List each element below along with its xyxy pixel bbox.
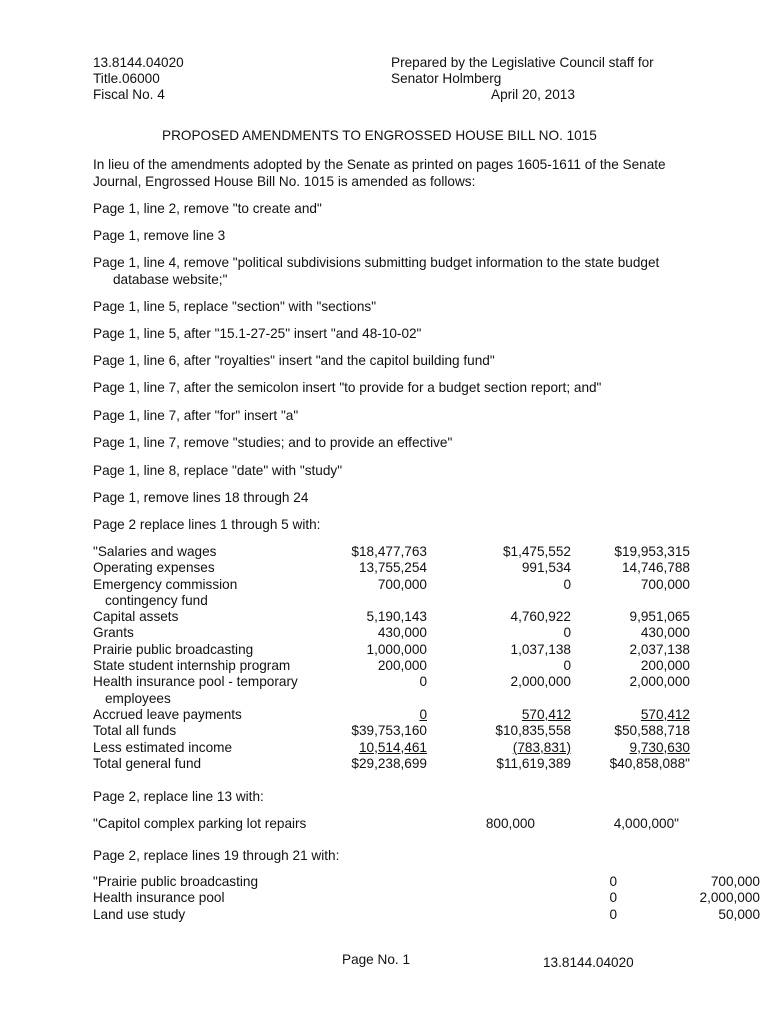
row-label: "Salaries and wages (93, 544, 217, 559)
column-c-value: 2,000,000 (629, 674, 690, 690)
column-c-value: 14,746,788 (621, 560, 690, 576)
table-row (93, 723, 690, 739)
document-title: PROPOSED AMENDMENTS TO ENGROSSED HOUSE BILL NO. 1015 (162, 128, 597, 143)
line13-heading: Page 2, replace line 13 with: (93, 789, 264, 804)
table-row (93, 544, 690, 560)
column-c-value: 2,000,000 (699, 890, 760, 906)
column-c-value: $50,588,718 (614, 723, 690, 739)
column-b-value: (783,831) (512, 739, 571, 755)
column-a-value: $18,477,763 (351, 544, 427, 559)
column-a-value: 5,190,143 (366, 609, 427, 625)
footer-document-id: 13.8144.04020 (543, 955, 634, 970)
amendment-11: Page 1, remove lines 18 through 24 (93, 490, 309, 505)
bill-number: 13.8144.04020 (93, 55, 184, 70)
appropriation-table (93, 544, 690, 772)
column-a-value: 0 (419, 674, 427, 690)
title-number: Title.06000 (93, 71, 160, 86)
column-a-value: 13,755,254 (358, 560, 427, 576)
column-b-value: 1,037,138 (510, 641, 571, 657)
table-row (93, 740, 690, 756)
row-label-continuation: contingency fund (105, 592, 208, 608)
column-b-value: 0 (563, 576, 571, 592)
lines19-heading: Page 2, replace lines 19 through 21 with: (93, 848, 340, 863)
intro-line-2: Journal, Engrossed House Bill No. 1015 is amended as follows: (93, 174, 476, 189)
column-c-value: $40,858,088" (609, 755, 690, 771)
amendment-3-line-1: Page 1, line 4, remove "political subdivisions submitting budget information to the state budget (93, 255, 660, 270)
amendment-2: Page 1, remove line 3 (93, 228, 226, 243)
amendment-9: Page 1, line 7, remove "studies; and to provide an effective" (93, 435, 453, 450)
amendment-1: Page 1, line 2, remove "to create and" (93, 201, 322, 216)
column-b-value: 4,760,922 (510, 609, 571, 625)
column-a-value: 1,000,000 (366, 641, 427, 657)
amendment-10: Page 1, line 8, replace "date" with "study" (93, 463, 343, 478)
row-label: Capital assets (93, 609, 179, 625)
column-c-value: 4,000,000" (613, 816, 679, 831)
column-c-value: 700,000 (640, 576, 690, 592)
prepared-by-block (391, 55, 654, 87)
row-label: Grants (93, 625, 134, 641)
column-c-value: 700,000 (710, 874, 760, 889)
row-label: "Capitol complex parking lot repairs (93, 816, 307, 831)
column-b-value: 800,000 (485, 816, 535, 831)
row-label: Total general fund (93, 755, 202, 771)
column-b-value: 0 (609, 906, 617, 922)
program-table (93, 874, 760, 923)
column-a-value: 10,514,461 (358, 739, 427, 755)
column-c-value: $19,953,315 (614, 544, 690, 559)
column-c-value: 9,951,065 (629, 609, 690, 625)
column-b-value: 991,534 (521, 560, 571, 576)
column-c-value: 2,037,138 (629, 641, 690, 657)
row-label: State student internship program (93, 658, 291, 674)
table-row (93, 816, 679, 832)
column-c-value: 9,730,630 (629, 739, 690, 755)
table-row (93, 642, 690, 658)
intro-paragraph (93, 156, 666, 190)
row-label: "Prairie public broadcasting (93, 874, 259, 889)
amendment-3 (93, 254, 659, 288)
table-row (93, 625, 690, 641)
document-id-block (93, 55, 184, 103)
parking-table (93, 816, 679, 832)
row-label: Emergency commission contingency fund (93, 577, 343, 610)
table-row (93, 874, 760, 890)
column-b-value: 0 (609, 890, 617, 906)
column-b-value: $10,835,558 (495, 723, 571, 739)
document-date: April 20, 2013 (491, 87, 575, 102)
row-label: Prairie public broadcasting (93, 641, 254, 657)
fiscal-number: Fiscal No. 4 (93, 87, 165, 102)
row-label: Health insurance pool - temporary employees (93, 674, 343, 707)
amendment-3-line-2: database website;" (113, 272, 228, 287)
column-b-value: 570,412 (521, 706, 571, 722)
column-c-value: 50,000 (718, 906, 760, 922)
column-b-value: 0 (609, 874, 617, 889)
row-label: Accrued leave payments (93, 706, 242, 722)
column-c-value: 570,412 (640, 706, 690, 722)
table-row (93, 560, 690, 576)
column-a-value: 200,000 (377, 658, 427, 674)
column-b-value: 2,000,000 (510, 674, 571, 690)
prepared-by-line: Prepared by the Legislative Council staff for (391, 55, 654, 70)
column-a-value: $29,238,699 (351, 755, 427, 771)
column-c-value: 430,000 (640, 625, 690, 641)
row-label: Less estimated income (93, 739, 233, 755)
table-row (93, 674, 690, 707)
table-row (93, 707, 690, 723)
column-b-value: $11,619,389 (496, 755, 571, 771)
amendment-6: Page 1, line 6, after "royalties" insert "and the capitol building fund" (93, 353, 495, 368)
row-label: Land use study (93, 906, 186, 922)
row-label: Health insurance pool (93, 890, 225, 906)
amendment-8: Page 1, line 7, after "for" insert "a" (93, 408, 299, 423)
amendment-12: Page 2 replace lines 1 through 5 with: (93, 517, 321, 532)
column-c-value: 200,000 (640, 658, 690, 674)
column-a-value: $39,753,160 (351, 723, 427, 739)
amendment-7: Page 1, line 7, after the semicolon insert "to provide for a budget section report; and" (93, 380, 602, 395)
row-label-continuation: employees (105, 690, 171, 706)
column-a-value: 0 (419, 706, 427, 722)
table-row (93, 609, 690, 625)
column-b-value: 0 (563, 658, 571, 674)
column-a-value: 430,000 (377, 625, 427, 641)
intro-line-1: In lieu of the amendments adopted by the Senate as printed on pages 1605-1611 of the Senate (93, 157, 666, 172)
amendment-4: Page 1, line 5, replace "section" with "sections" (93, 299, 377, 314)
row-label: Total all funds (93, 723, 177, 739)
table-row (93, 577, 690, 610)
table-row (93, 658, 690, 674)
page-number: Page No. 1 (342, 952, 411, 967)
row-label: Operating expenses (93, 560, 215, 576)
table-row (93, 890, 760, 906)
column-b-value: 0 (563, 625, 571, 641)
amendment-5: Page 1, line 5, after "15.1-27-25" insert "and 48-10-02" (93, 326, 422, 341)
column-b-value: $1,475,552 (502, 544, 571, 559)
senator-name: Senator Holmberg (391, 71, 502, 86)
table-row (93, 756, 690, 772)
table-row (93, 907, 760, 923)
column-a-value: 700,000 (377, 576, 427, 592)
